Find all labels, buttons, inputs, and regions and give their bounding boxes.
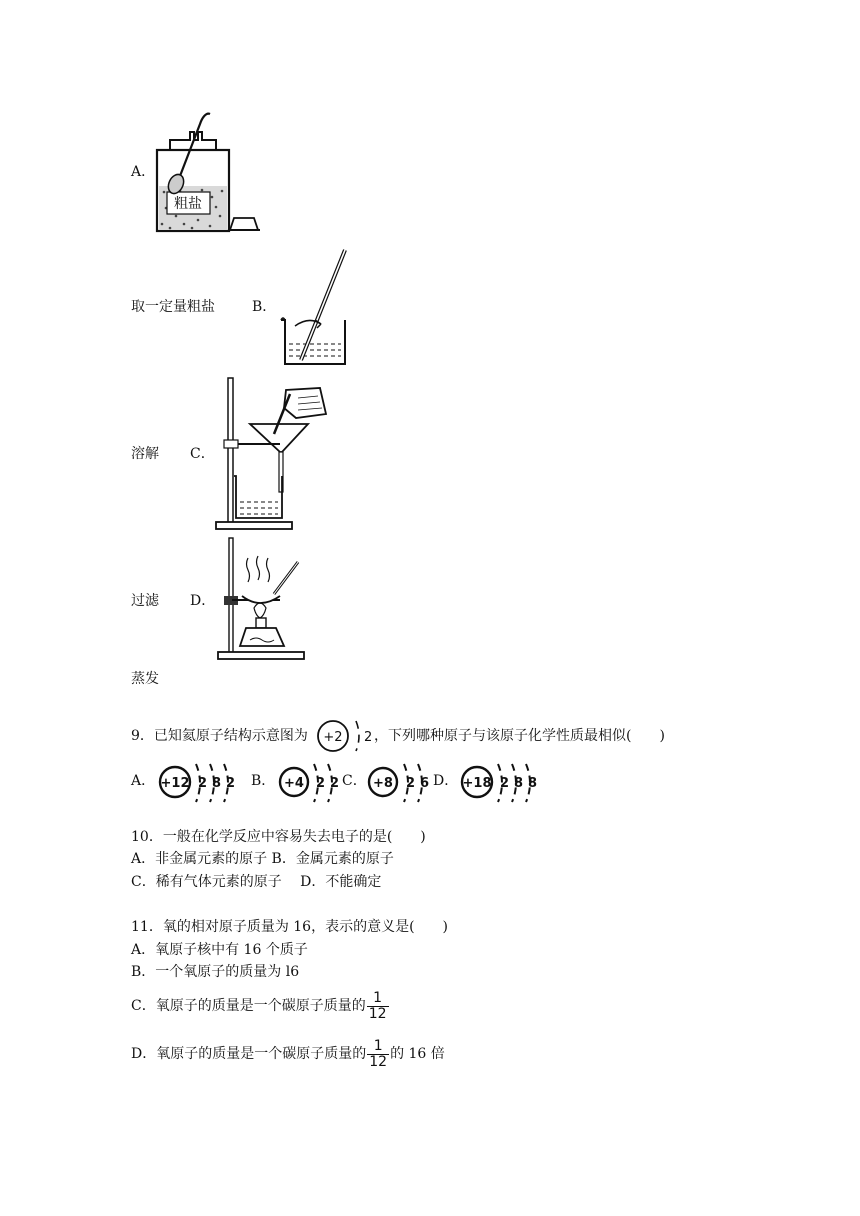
q9-option-a-letter: A． [131, 773, 156, 789]
atom-b-shell-1: 2 [316, 776, 326, 791]
q9-option-b-letter: B． [251, 773, 276, 789]
q9-stem-before: 9．已知氦原子结构示意图为 [131, 728, 308, 744]
q8-option-d-caption: 蒸发 [131, 671, 159, 687]
q11-option-a: A．氧原子核中有 16 个质子 [131, 942, 308, 958]
q9-stem-after: ，下列哪种原子与该原子化学性质最相似( ) [374, 728, 665, 744]
beaker-stirring-figure [275, 246, 355, 370]
helium-nucleus-label: +2 [323, 730, 343, 745]
q11-option-b: B．一个氧原子的质量为 l6 [131, 964, 300, 980]
q8-option-a-caption: 取一定量粗盐 [131, 299, 215, 315]
q9-option-c-letter: C． [342, 773, 367, 789]
fraction-denominator: 12 [368, 1005, 387, 1022]
atom-diagram-a [158, 762, 238, 804]
helium-shell-1: 2 [364, 730, 373, 745]
q11-option-d-text: D．氧原子的质量是一个碳原子质量的 [131, 1046, 367, 1062]
fraction-numerator: 1 [367, 991, 389, 1007]
q8-option-c-letter: C． [190, 446, 215, 462]
salt-bottle-label: 粗盐 [174, 196, 202, 212]
atom-c-shell-2: 6 [420, 776, 430, 791]
q11-option-d [131, 1037, 445, 1071]
q11-stem: 11．氧的相对原子质量为 16，表示的意义是( ) [131, 919, 449, 935]
atom-a-shell-1: 2 [198, 776, 208, 791]
atom-a-shell-3: 2 [226, 776, 236, 791]
atom-c-nucleus: +8 [373, 776, 393, 791]
fraction-one-twelfth [367, 991, 389, 1022]
atom-d-shell-3: 8 [528, 776, 538, 791]
reagent-bottle-figure [150, 112, 270, 236]
q10-options-line-1: A．非金属元素的原子 B．金属元素的原子 [131, 851, 394, 867]
evaporation-apparatus-figure [210, 536, 310, 664]
helium-atom-diagram [316, 718, 378, 754]
q8-option-b-caption: 溶解 [131, 446, 159, 462]
filtration-apparatus-figure [210, 376, 340, 532]
q8-option-d-letter: D． [190, 593, 216, 609]
atom-b-shell-2: 2 [330, 776, 340, 791]
atom-d-shell-2: 8 [514, 776, 524, 791]
q11-option-d-suffix: 的 16 倍 [390, 1046, 445, 1062]
fraction-one-twelfth-d [367, 1039, 389, 1070]
atom-a-nucleus: +12 [160, 776, 190, 791]
atom-diagram-d [460, 762, 540, 804]
fraction-numerator-d: 1 [367, 1039, 389, 1055]
atom-diagram-c [368, 762, 432, 804]
q8-option-a-letter: A． [131, 164, 156, 180]
atom-a-shell-2: 8 [212, 776, 222, 791]
q10-stem: 10．一般在化学反应中容易失去电子的是( ) [131, 829, 426, 845]
q8-option-b-letter: B． [252, 299, 277, 315]
atom-d-nucleus: +18 [462, 776, 492, 791]
atom-d-shell-1: 2 [500, 776, 510, 791]
fraction-denominator-d: 12 [369, 1053, 388, 1070]
q10-options-line-2: C．稀有气体元素的原子 D．不能确定 [131, 874, 382, 890]
atom-diagram-b [278, 762, 342, 804]
q11-option-c-text: C．氧原子的质量是一个碳原子质量的 [131, 998, 366, 1014]
atom-b-nucleus: +4 [284, 776, 304, 791]
q8-option-c-caption: 过滤 [131, 593, 159, 609]
q11-option-c [131, 989, 390, 1023]
q9-option-d-letter: D． [433, 773, 459, 789]
atom-c-shell-1: 2 [406, 776, 416, 791]
